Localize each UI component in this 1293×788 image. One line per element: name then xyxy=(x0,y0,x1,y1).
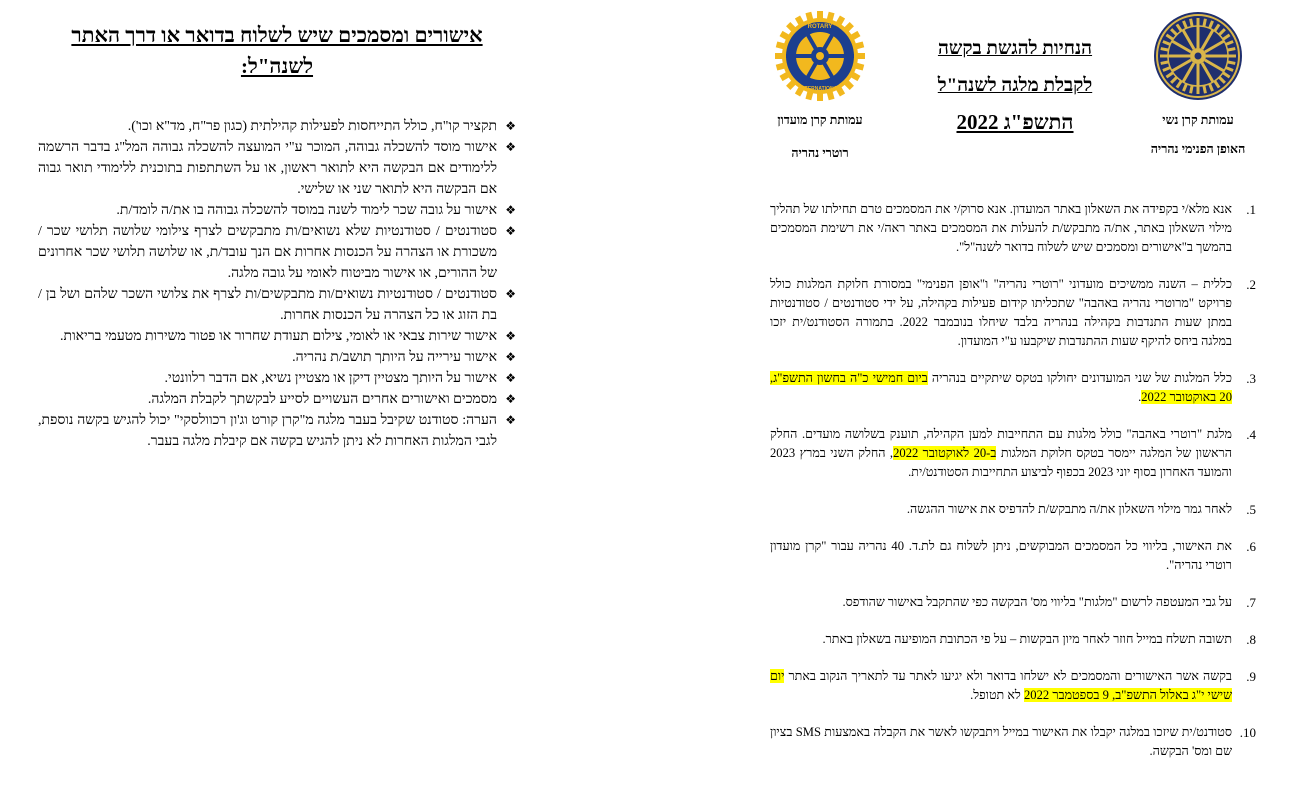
document-item xyxy=(38,137,516,200)
instruction-text: על גבי המעטפה לרשום "מלגות" בליווי מס' הבקשה כפי שהתקבל באישור שהודפס. xyxy=(842,595,1232,609)
instruction-item xyxy=(770,200,1256,257)
inner-wheel-org-city: האופן הפנימי נהריה xyxy=(1150,142,1246,156)
document-item-text: אישור על גובה שכר לימוד לשנה במוסד להשכלה גבוהה בו את/ה לומד/ת. xyxy=(116,203,497,218)
instruction-item xyxy=(770,667,1256,705)
instruction-number: 1. xyxy=(1246,202,1256,217)
bullet-diamond-icon: ❖ xyxy=(505,371,516,385)
instruction-number: 8. xyxy=(1246,632,1256,647)
logo-tooth xyxy=(1197,18,1200,26)
rotary-ring-text-bottom: INTERNATIONAL xyxy=(799,86,841,92)
rotary-wheel-logo-icon xyxy=(774,10,866,102)
instruction-text: מלגת "רוטרי באהבה" כולל מלגות עם התחייבות למען הקהילה, תוענק בשלושה מועדים. החלק הראשון של המלגה יימסר בטקס חלוקת המלגות xyxy=(770,427,1232,460)
bullet-diamond-icon: ❖ xyxy=(505,413,516,427)
documents-section xyxy=(38,20,516,452)
inner-wheel-logo-icon xyxy=(1152,10,1244,102)
document-item xyxy=(38,410,516,452)
logo-tooth xyxy=(1228,55,1236,58)
instruction-text: בקשה אשר האישורים והמסמכים לא ישלחו בדואר ולא יגיעו לאתר עד לתאריך הנקוב באתר xyxy=(784,669,1232,683)
document-item xyxy=(38,116,516,137)
instruction-item xyxy=(770,723,1256,761)
rotary-ring-text-top: ROTARY xyxy=(807,24,833,30)
bullet-diamond-icon: ❖ xyxy=(505,392,516,406)
document-title-line2: לקבלת מלגה לשנה"ל xyxy=(937,75,1093,96)
instruction-number: 6. xyxy=(1246,539,1256,554)
bullet-diamond-icon: ❖ xyxy=(505,329,516,343)
instruction-text: את האישור, בליווי כל המסמכים המבוקשים, ניתן לשלוח גם לת.ד. 40 נהריה עבור "קרן מועדון רוטרי נהריה". xyxy=(770,539,1232,572)
document-item xyxy=(38,284,516,326)
documents-list xyxy=(38,116,516,452)
document-item-text: אישור מוסד להשכלה גבוהה, המוכר ע"י המועצה להשכלה גבוהה המל"ג בדבר הרשמה ללימודים אם הבקשה היא לתואר ראשון, או על השתתפות בתוכנית ללימודי תואר גבוה אם הבקשה היא לתואר שני או שלישי. xyxy=(38,140,497,197)
document-item-text: סטודנטים / סטודנטיות שלא נשואים/ות מתבקשים לצרף צילומי שלושה תלושי שכר / משכורת או הצהרה על הכנסות אחרות אם הנך עובד/ת, או שלושה תלושי שכר אחרונים של ההורים, או אישור מביטוח לאומי על גובה מלגה. xyxy=(38,224,497,281)
instruction-number: 4. xyxy=(1246,427,1256,442)
instructions-section xyxy=(770,10,1256,761)
document-title xyxy=(910,30,1120,141)
document-item xyxy=(38,347,516,368)
bullet-diamond-icon: ❖ xyxy=(505,287,516,301)
instruction-text: לא תטופל. xyxy=(970,688,1024,702)
instruction-text: לאחר גמר מילוי השאלון את/ה מתבקש/ת להדפיס את אישור ההגשה. xyxy=(906,502,1232,516)
document-title-line3: התשפ"ג 2022 xyxy=(956,110,1074,134)
document-item-text: אישור עירייה על היותך תושב/ת נהריה. xyxy=(292,350,497,365)
instruction-number: 5. xyxy=(1246,502,1256,517)
instruction-item xyxy=(770,425,1256,482)
instruction-text: כללית – השנה ממשיכים מועדוני "רוטרי נהריה" ו"אופן הפנימי" במסורת חלוקת המלגות כולל פרויקט "מרוטרי נהריה באהבה" שתכליתו קידום פעילות בקהילה, על ידי סטודנטים / סטודנטיות במתן שעות התנדבות בקהילה בנהריה בלבד שיחלו בנובמבר 2022. בתמורה הסטודנט/ית יזכו במלגה ביחס להיקף שעות ההתנדבות שיקבעו ע"י המועדון. xyxy=(770,277,1232,348)
documents-title-line1: אישורים ומסמכים שיש לשלוח בדואר או דרך האתר xyxy=(71,23,483,47)
instruction-item xyxy=(770,369,1256,407)
document-header xyxy=(770,10,1256,200)
logo-tooth xyxy=(1197,86,1200,94)
documents-title-line2: לשנה"ל: xyxy=(240,54,314,78)
document-item xyxy=(38,200,516,221)
instruction-item xyxy=(770,630,1256,649)
instruction-text: אנא מלא/י בקפידה את השאלון באתר המועדון. אנא סרוק/י את המסמכים טרם תחילתו של תהליך מילוי השאלון באתר, את/ה מתבקש/ת להעלות את המסמכים באתר ראה/י את רשימת המסמכים בהמשך ב"אישורים ומסמכים שיש לשלוח בדואר לשנה"ל". xyxy=(770,202,1232,254)
instructions-list xyxy=(770,200,1256,761)
instruction-number: 9. xyxy=(1246,669,1256,684)
instruction-text: . xyxy=(1138,390,1142,404)
instruction-item xyxy=(770,537,1256,575)
bullet-diamond-icon: ❖ xyxy=(505,140,516,154)
instruction-number: 3. xyxy=(1246,371,1256,386)
document-item xyxy=(38,389,516,410)
inner-wheel-logo-block xyxy=(1140,10,1256,157)
instruction-number: 2. xyxy=(1246,277,1256,292)
document-item-text: הערה: סטודנט שקיבל בעבר מלגה מ"קרן קורט וג'ון רכוולסקי" יכול להגיש בקשה נוספת, לגבי המלגות האחרות לא ניתן להגיש בקשה אם קיבלת מלגה בעבר. xyxy=(38,413,497,449)
document-item xyxy=(38,326,516,347)
rotary-org-city: רוטרי נהריה xyxy=(791,146,849,160)
bullet-diamond-icon: ❖ xyxy=(505,119,516,133)
instruction-item xyxy=(770,500,1256,519)
highlighted-date: יום שישי י"ג באלול התשפ"ב, 9 בספטמבר 2022 xyxy=(770,669,1232,702)
document-item-text: אישור שירות צבאי או לאומי, צילום תעודת שחרור או פטור משירות מטעמי בריאות. xyxy=(60,329,497,344)
instruction-text: כלל המלגות של שני המועדונים יחולקו בטקס שיתקיים בנהריה xyxy=(927,371,1232,385)
instruction-number: 10. xyxy=(1239,725,1256,740)
bullet-diamond-icon: ❖ xyxy=(505,350,516,364)
instruction-text: , החלק השני במרץ 2023 והמועד האחרון בסוף יוני 2023 בכפוף לביצוע התחייבות הסטודנט/ית. xyxy=(770,446,1232,479)
documents-title xyxy=(38,20,516,82)
rotary-org-name: עמותת קרן מועדון xyxy=(777,113,863,127)
instruction-text: סטודנט/ית שיזכו במלגה יקבלו את האישור במייל ויתבקשו לאשר את הקבלה באמצעות SMS בציון שם ומס' הבקשה. xyxy=(770,725,1232,758)
document-item xyxy=(38,221,516,284)
bullet-diamond-icon: ❖ xyxy=(505,203,516,217)
document-item-text: אישור על היותך מצטיין דיקן או מצטיין נשיא, אם הדבר רלוונטי. xyxy=(164,371,497,386)
document-item-text: סטודנטים / סטודנטיות נשואים/ות מתבקשים/ות לצרף את צלושי השכר שלהם ושל בן / בת הזוג או כל הצהרה על הכנסות אחרות. xyxy=(38,287,497,323)
document-item xyxy=(38,368,516,389)
inner-wheel-org-name: עמותת קרן נשי xyxy=(1162,113,1234,127)
logo-tooth xyxy=(1160,55,1168,58)
rotary-logo-block xyxy=(770,10,870,161)
document-item-text: מסמכים ואישורים אחרים העשויים לסייע לבקשתך לקבלת המלגה. xyxy=(147,392,497,407)
instruction-text: תשובה תשלח במייל חוזר לאחר מיון הבקשות – על פי הכתובת המופיעה בשאלון באתר. xyxy=(822,632,1232,646)
highlighted-date: ב-20 לאוקטובר 2022 xyxy=(893,446,997,460)
document-title-line1: הנחיות להגשת בקשה xyxy=(937,38,1093,59)
instruction-item xyxy=(770,275,1256,351)
instruction-number: 7. xyxy=(1246,595,1256,610)
highlighted-date: ביום חמישי כ"ה בחשון התשפ"ג, 20 באוקטובר 2022 xyxy=(770,371,1232,404)
document-item-text: תקציר קו"ח, כולל התייחסות לפעילות קהילתית (כגון פר"ח, מד"א וכו'). xyxy=(127,119,497,134)
instruction-item xyxy=(770,593,1256,612)
bullet-diamond-icon: ❖ xyxy=(505,224,516,238)
